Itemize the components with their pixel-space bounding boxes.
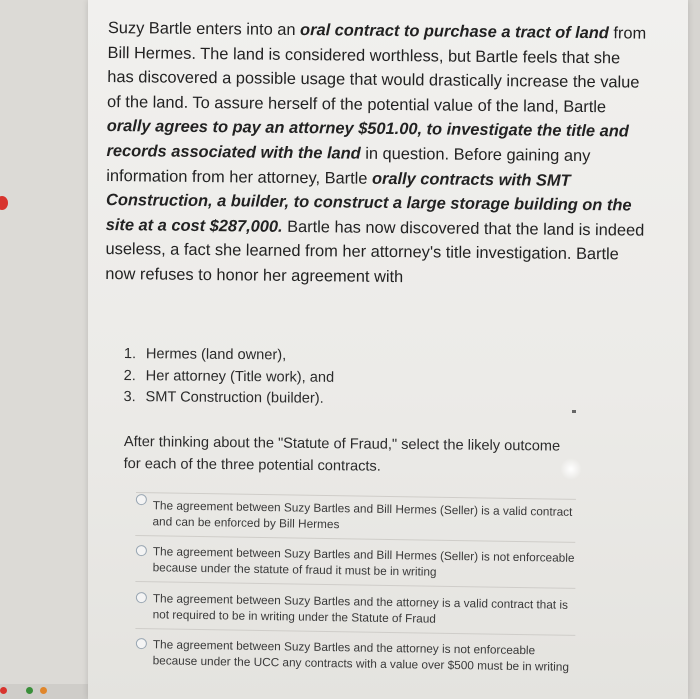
option-label: The agreement between Suzy Bartles and Bill Hermes (Seller) is a valid contract and can be enforced by Bill Hermes: [152, 498, 573, 531]
answer-option[interactable]: [135, 492, 576, 543]
option-label: The agreement between Suzy Bartles and the attorney is a valid contract that is not required to be in writing under the Statute of Fraud: [152, 591, 569, 626]
question-part: from Bill Hermes. The land is considered worthless, but Bartle feels that she has discovered a possible usage that would drastically increase the value of the land. To assure herself of the potential value of the land, Bartle: [107, 24, 647, 117]
left-margin: [0, 0, 88, 699]
question-emphasis: orally contracts with SMT Construction, a builder, to construct a large storage building on the site at a cost $287,000.: [105, 169, 632, 236]
option-label: The agreement between Suzy Bartles and Bill Hermes (Seller) is not enforceable because under the statute of fraud it must be in writing: [152, 544, 575, 579]
item-number: 2.: [123, 367, 136, 384]
item-number: 1.: [123, 345, 137, 363]
item-label: Hermes (land owner),: [145, 346, 287, 364]
answer-option[interactable]: [135, 591, 576, 636]
green-dot-icon: [26, 687, 33, 694]
tick-mark: [572, 410, 576, 413]
item-number: 3.: [123, 389, 136, 406]
item-label: SMT Construction (builder).: [145, 389, 324, 407]
party-list: [123, 344, 544, 412]
question-emphasis: oral contract to purchase a tract of land: [300, 21, 609, 43]
answer-option[interactable]: [135, 637, 576, 681]
answer-option[interactable]: [135, 544, 576, 589]
question-part: in question. Before gaining any information from her attorney, Bartle: [106, 144, 591, 188]
list-item: [123, 387, 543, 412]
radio-button[interactable]: [136, 494, 147, 505]
question-emphasis: orally agrees to pay an attorney $501.00, to investigate the title and records associated with the land: [106, 117, 629, 163]
radio-button[interactable]: [136, 592, 147, 603]
question-part: Suzy Bartle enters into an: [107, 18, 301, 40]
list-item: [124, 344, 544, 369]
option-label: The agreement between Suzy Bartles and the attorney is not enforceable because under the UCC any contracts with a value over $500 must be in writing: [152, 637, 570, 674]
red-dot-icon: [0, 687, 7, 694]
item-label: Her attorney (Title work), and: [145, 367, 335, 386]
question-text: [105, 16, 648, 292]
question-part: Bartle has now discovered that the land is indeed useless, a fact she learned from her attorney's title investigation. Bartle now refuses to honor her agreement with: [105, 217, 645, 287]
prompt-text: After thinking about the "Statute of Fraud," select the likely outcome for each of the three potential contracts.: [123, 433, 561, 475]
light-glare: [560, 458, 582, 480]
radio-button[interactable]: [136, 545, 147, 556]
orange-dot-icon: [40, 687, 47, 694]
radio-button[interactable]: [136, 638, 147, 649]
